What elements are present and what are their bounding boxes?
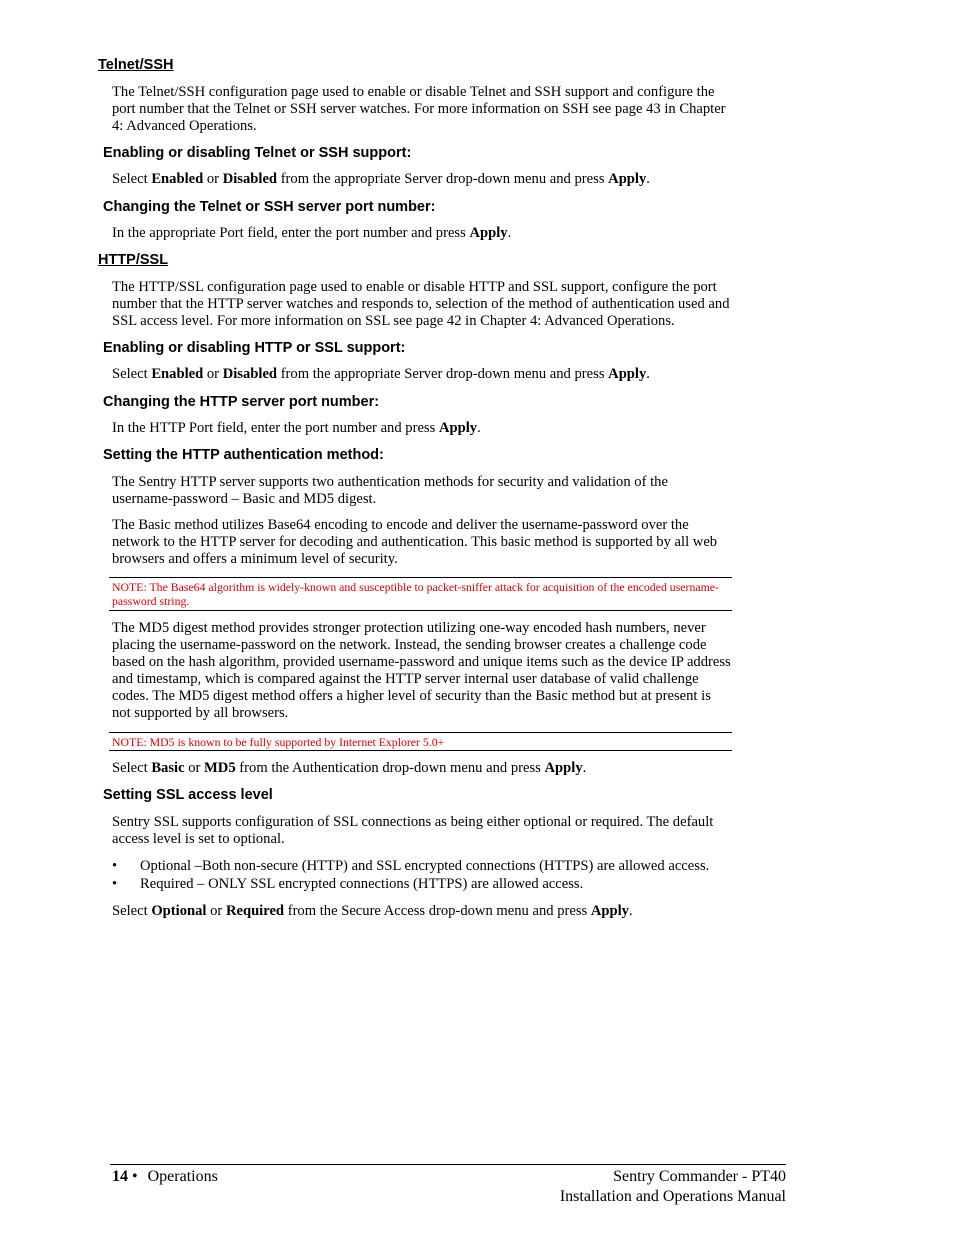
telnet-enable-paragraph: Select Enabled or Disabled from the appropriate Server drop-down menu and press Apply.	[112, 171, 650, 187]
basic-method-paragraph: The Basic method utilizes Base64 encoding to encode and deliver the username-password over the network to the HTTP server for decoding and authentication. This basic method is supported by all web browsers and offers a minimum level of security.	[112, 517, 718, 567]
page-number: 14	[112, 1168, 128, 1185]
footer-product: Sentry Commander - PT40	[613, 1168, 786, 1185]
footer-bullet: •	[132, 1168, 138, 1185]
footer-right	[560, 1167, 786, 1207]
ssl-bullet-list	[112, 857, 752, 893]
ssl-heading: Setting SSL access level	[103, 787, 273, 803]
section-title-telnet-ssh: Telnet/SSH	[98, 57, 174, 73]
bullet-icon: •	[112, 858, 118, 874]
footer-section: Operations	[147, 1168, 218, 1185]
http-auth-intro-paragraph: The Sentry HTTP server supports two authentication methods for security and validation of the username-password – Basic and MD5 digest.	[112, 474, 668, 507]
http-enable-paragraph: Select Enabled or Disabled from the appropriate Server drop-down menu and press Apply.	[112, 366, 650, 382]
ssl-intro-paragraph: Sentry SSL supports configuration of SSL connections as being either optional or required. The default access level is set to optional.	[112, 814, 714, 847]
footer-manual-title: Installation and Operations Manual	[559, 1188, 786, 1205]
http-port-heading: Changing the HTTP server port number:	[103, 394, 380, 410]
bullet-icon: •	[112, 876, 118, 892]
auth-select-paragraph: Select Basic or MD5 from the Authentication drop-down menu and press Apply.	[112, 760, 587, 776]
footer-divider	[110, 1164, 786, 1165]
telnet-port-paragraph: In the appropriate Port field, enter the port number and press Apply.	[112, 225, 512, 241]
telnet-enable-heading: Enabling or disabling Telnet or SSH support:	[103, 145, 412, 161]
http-port-paragraph: In the HTTP Port field, enter the port number and press Apply.	[112, 420, 481, 436]
http-enable-heading: Enabling or disabling HTTP or SSL support:	[103, 340, 406, 356]
note-md5: NOTE: MD5 is known to be fully supported by Internet Explorer 5.0+	[109, 732, 732, 751]
list-item: • Optional –Both non-secure (HTTP) and SSL encrypted connections (HTTPS) are allowed access.	[112, 858, 710, 874]
note-base64: NOTE: The Base64 algorithm is widely-known and susceptible to packet-sniffer attack for acquisition of the encoded username-password string.	[109, 577, 732, 611]
http-intro-paragraph: The HTTP/SSL configuration page used to enable or disable HTTP and SSL support, configure the port number that the HTTP server watches and responds to, selection of the method of authentication used and SSL access level. For more information on SSL see page 42 in Chapter 4: Advanced Operations.	[112, 279, 730, 329]
telnet-port-heading: Changing the Telnet or SSH server port number:	[103, 199, 436, 215]
ssl-select-paragraph: Select Optional or Required from the Secure Access drop-down menu and press Apply.	[112, 903, 633, 919]
list-item: • Required – ONLY SSL encrypted connections (HTTPS) are allowed access.	[112, 876, 584, 892]
section-title-http-ssl: HTTP/SSL	[98, 252, 169, 268]
telnet-intro-paragraph: The Telnet/SSH configuration page used to enable or disable Telnet and SSH support and configure the port number that the Telnet or SSH server watches. For more information on SSH see page 43 in Chapter 4: Advanced Operations.	[112, 84, 726, 134]
footer-left	[112, 1167, 218, 1187]
md5-method-paragraph: The MD5 digest method provides stronger protection utilizing one-way encoded hash numbers, never placing the username-password on the network. Instead, the sending browser creates a challenge code based on the hash algorithm, provided username-password and unique items such as the device IP address and timestamp, which is compared against the HTTP server internal user database of valid challenge codes. The MD5 digest method offers a higher level of security than the Basic method but at present is not supported by all browsers.	[112, 620, 731, 721]
http-auth-heading: Setting the HTTP authentication method:	[103, 447, 384, 463]
